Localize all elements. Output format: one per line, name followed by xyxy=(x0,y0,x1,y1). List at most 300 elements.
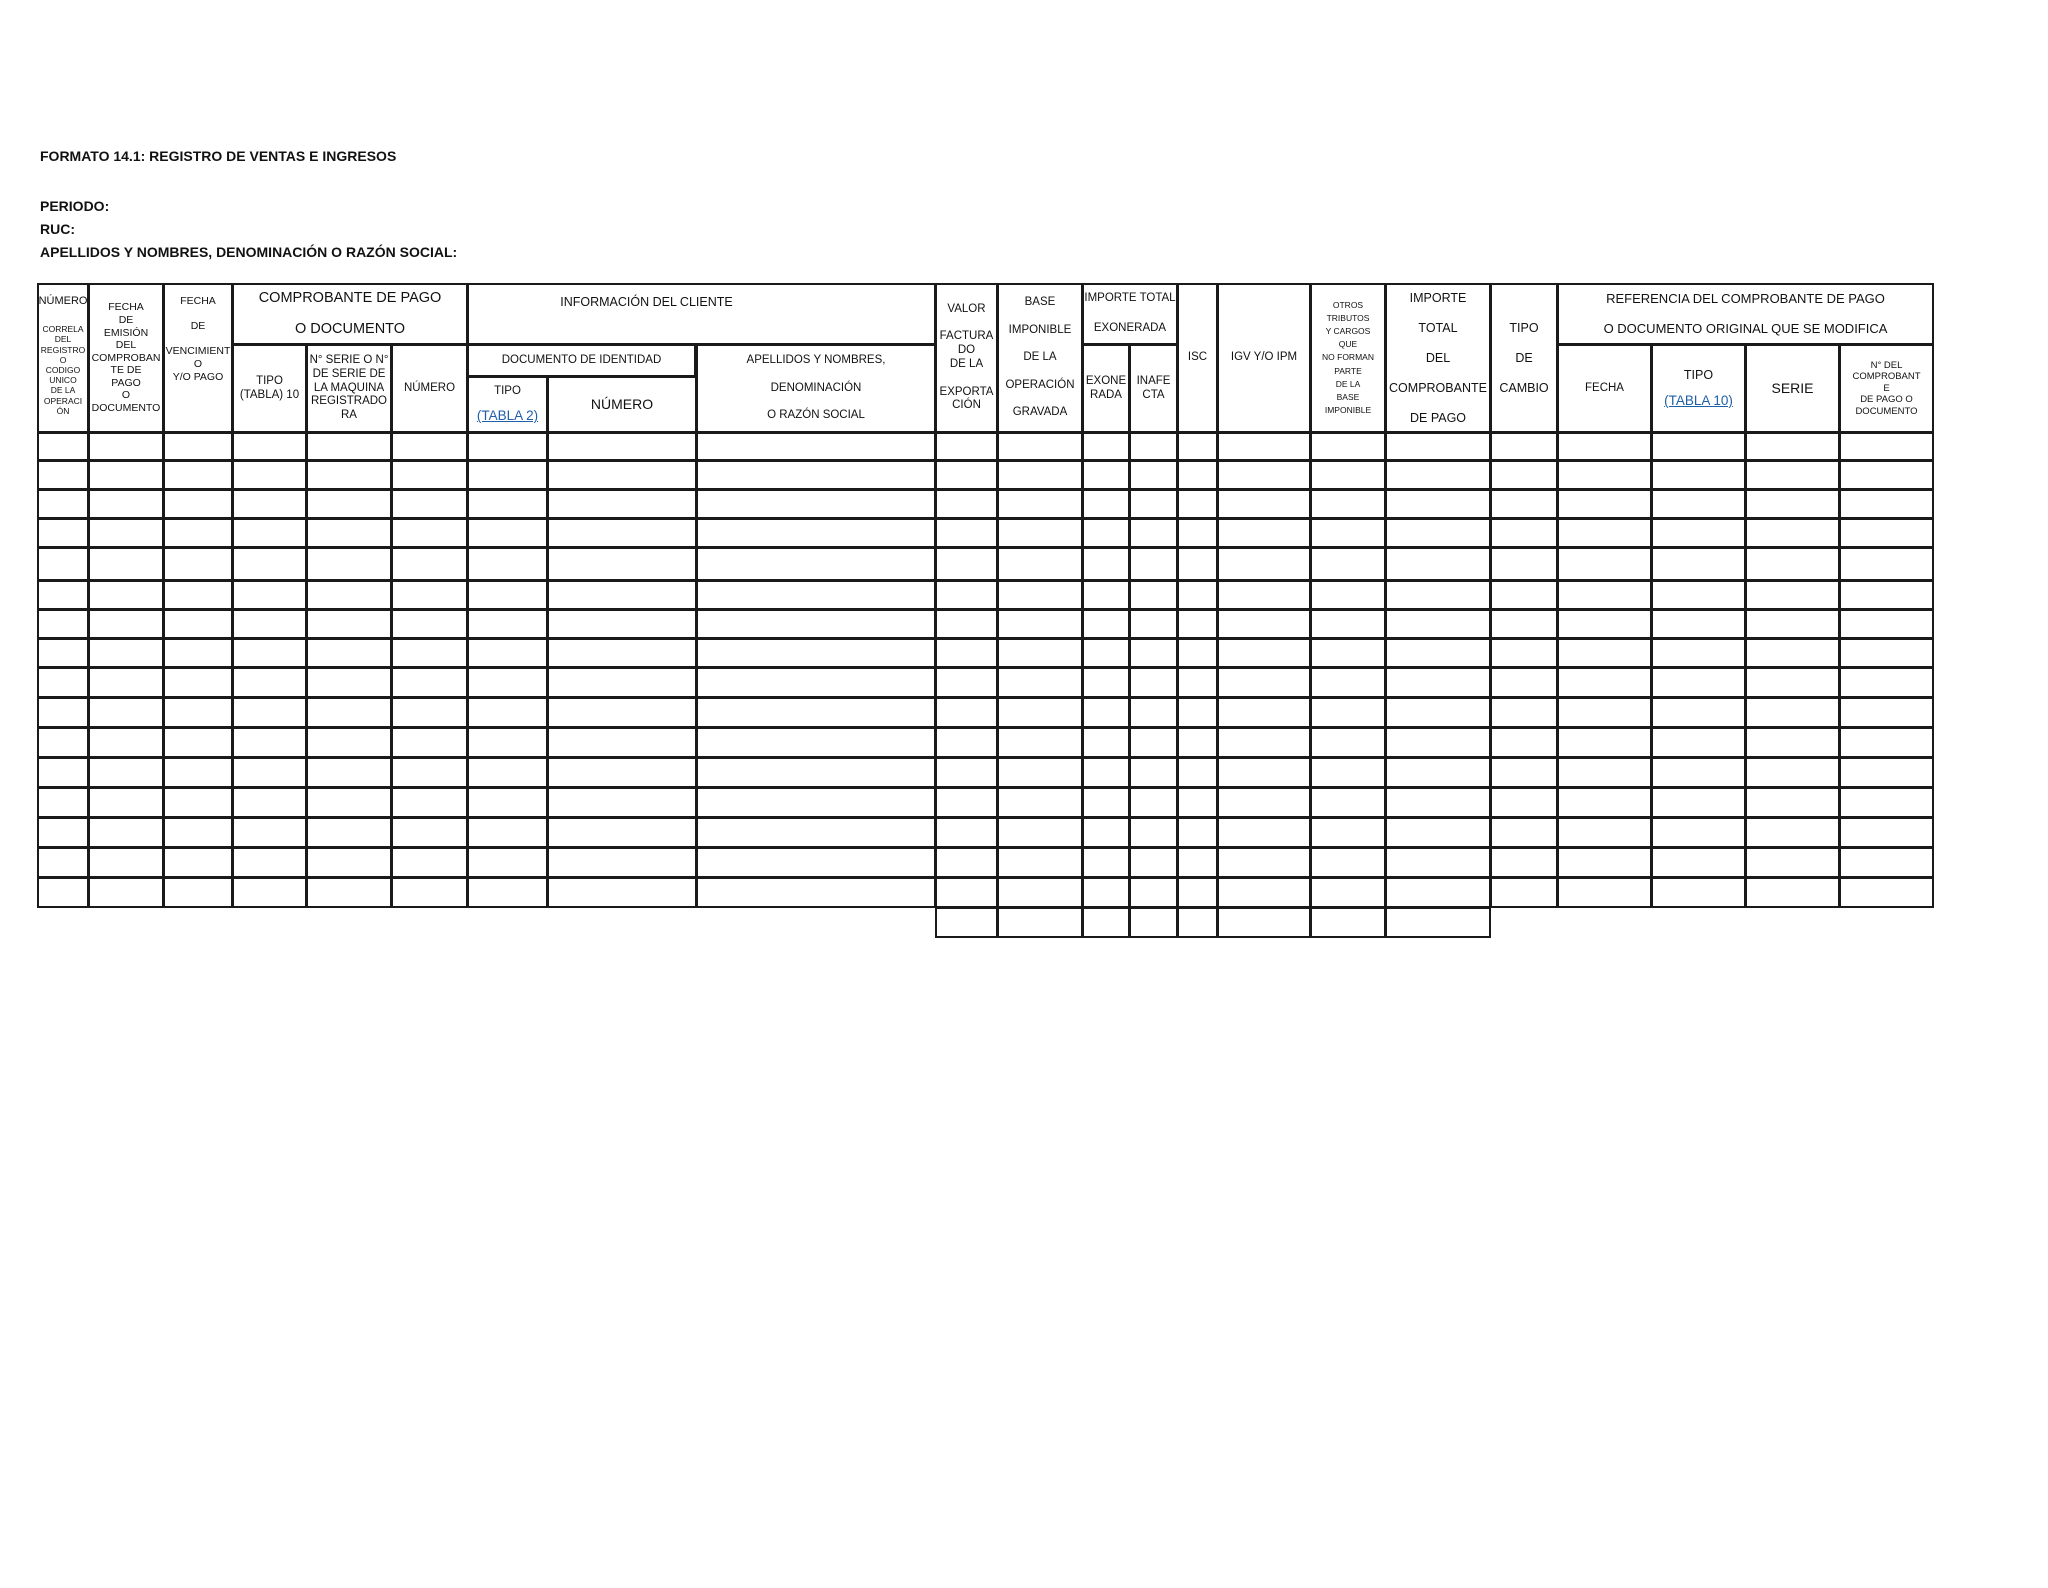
table-cell[interactable] xyxy=(391,877,468,908)
table-cell[interactable] xyxy=(1490,609,1558,639)
table-cell[interactable] xyxy=(935,907,998,938)
table-cell[interactable] xyxy=(1557,580,1652,610)
table-cell[interactable] xyxy=(1177,518,1218,548)
table-cell[interactable] xyxy=(1129,609,1178,639)
table-cell[interactable] xyxy=(232,817,307,848)
table-cell[interactable] xyxy=(1651,877,1746,908)
table-cell[interactable] xyxy=(1745,817,1840,848)
table-cell[interactable] xyxy=(37,787,89,818)
table-cell[interactable] xyxy=(391,757,468,788)
table-cell[interactable] xyxy=(306,432,392,461)
table-cell[interactable] xyxy=(1129,580,1178,610)
table-cell[interactable] xyxy=(391,787,468,818)
table-cell[interactable] xyxy=(997,667,1083,698)
table-cell[interactable] xyxy=(1129,667,1178,698)
table-cell[interactable] xyxy=(1217,638,1311,668)
table-cell[interactable] xyxy=(391,727,468,758)
table-cell[interactable] xyxy=(391,697,468,728)
table-cell[interactable] xyxy=(1557,787,1652,818)
table-cell[interactable] xyxy=(1082,907,1130,938)
table-cell[interactable] xyxy=(1490,547,1558,581)
table-cell[interactable] xyxy=(37,580,89,610)
table-cell[interactable] xyxy=(696,518,936,548)
table-cell[interactable] xyxy=(1129,877,1178,908)
table-cell[interactable] xyxy=(1745,580,1840,610)
table-cell[interactable] xyxy=(1082,547,1130,581)
table-cell[interactable] xyxy=(88,609,164,639)
table-cell[interactable] xyxy=(37,460,89,490)
table-cell[interactable] xyxy=(306,757,392,788)
table-cell[interactable] xyxy=(997,697,1083,728)
table-cell[interactable] xyxy=(1385,787,1491,818)
table-cell[interactable] xyxy=(1217,460,1311,490)
table-cell[interactable] xyxy=(1557,847,1652,878)
table-cell[interactable] xyxy=(37,667,89,698)
table-cell[interactable] xyxy=(1217,757,1311,788)
table-cell[interactable] xyxy=(1177,787,1218,818)
table-cell[interactable] xyxy=(1490,697,1558,728)
table-cell[interactable] xyxy=(1082,757,1130,788)
table-cell[interactable] xyxy=(163,518,233,548)
table-cell[interactable] xyxy=(1557,757,1652,788)
table-cell[interactable] xyxy=(547,432,697,461)
table-cell[interactable] xyxy=(232,547,307,581)
table-cell[interactable] xyxy=(997,580,1083,610)
table-cell[interactable] xyxy=(1310,667,1386,698)
table-cell[interactable] xyxy=(696,757,936,788)
table-cell[interactable] xyxy=(163,667,233,698)
table-cell[interactable] xyxy=(1839,757,1934,788)
table-cell[interactable] xyxy=(1129,727,1178,758)
table-cell[interactable] xyxy=(467,847,548,878)
table-cell[interactable] xyxy=(547,697,697,728)
table-cell[interactable] xyxy=(1217,787,1311,818)
table-cell[interactable] xyxy=(935,667,998,698)
table-cell[interactable] xyxy=(997,609,1083,639)
table-cell[interactable] xyxy=(163,432,233,461)
table-cell[interactable] xyxy=(1082,787,1130,818)
table-cell[interactable] xyxy=(1177,460,1218,490)
table-cell[interactable] xyxy=(1385,907,1491,938)
table-cell[interactable] xyxy=(467,877,548,908)
table-cell[interactable] xyxy=(306,638,392,668)
table-cell[interactable] xyxy=(1745,787,1840,818)
table-cell[interactable] xyxy=(696,547,936,581)
table-cell[interactable] xyxy=(935,697,998,728)
table-cell[interactable] xyxy=(1557,638,1652,668)
table-cell[interactable] xyxy=(997,877,1083,908)
table-cell[interactable] xyxy=(37,518,89,548)
table-cell[interactable] xyxy=(1745,757,1840,788)
table-cell[interactable] xyxy=(37,489,89,519)
table-cell[interactable] xyxy=(88,547,164,581)
table-cell[interactable] xyxy=(1745,609,1840,639)
table-cell[interactable] xyxy=(391,580,468,610)
table-cell[interactable] xyxy=(37,877,89,908)
table-cell[interactable] xyxy=(1745,667,1840,698)
table-cell[interactable] xyxy=(997,638,1083,668)
table-cell[interactable] xyxy=(467,638,548,668)
table-cell[interactable] xyxy=(1839,638,1934,668)
table-cell[interactable] xyxy=(163,817,233,848)
table-cell[interactable] xyxy=(232,432,307,461)
table-cell[interactable] xyxy=(1745,727,1840,758)
table-cell[interactable] xyxy=(163,489,233,519)
table-cell[interactable] xyxy=(1082,727,1130,758)
table-cell[interactable] xyxy=(1651,432,1746,461)
table-cell[interactable] xyxy=(1082,489,1130,519)
table-cell[interactable] xyxy=(1129,432,1178,461)
table-cell[interactable] xyxy=(1839,697,1934,728)
table-cell[interactable] xyxy=(232,667,307,698)
table-cell[interactable] xyxy=(1310,518,1386,548)
table-cell[interactable] xyxy=(1745,460,1840,490)
table-cell[interactable] xyxy=(232,847,307,878)
table-cell[interactable] xyxy=(1385,518,1491,548)
table-cell[interactable] xyxy=(1217,907,1311,938)
table-cell[interactable] xyxy=(935,580,998,610)
table-cell[interactable] xyxy=(1651,817,1746,848)
table-cell[interactable] xyxy=(1490,489,1558,519)
table-cell[interactable] xyxy=(1490,432,1558,461)
table-cell[interactable] xyxy=(232,638,307,668)
table-cell[interactable] xyxy=(1385,609,1491,639)
table-cell[interactable] xyxy=(1177,489,1218,519)
table-cell[interactable] xyxy=(1839,460,1934,490)
table-cell[interactable] xyxy=(232,518,307,548)
table-cell[interactable] xyxy=(467,609,548,639)
table-cell[interactable] xyxy=(696,460,936,490)
table-cell[interactable] xyxy=(88,817,164,848)
table-cell[interactable] xyxy=(467,580,548,610)
table-cell[interactable] xyxy=(467,667,548,698)
table-cell[interactable] xyxy=(696,609,936,639)
table-cell[interactable] xyxy=(1490,667,1558,698)
table-cell[interactable] xyxy=(1082,609,1130,639)
table-cell[interactable] xyxy=(696,787,936,818)
table-cell[interactable] xyxy=(1082,847,1130,878)
table-cell[interactable] xyxy=(467,518,548,548)
table-cell[interactable] xyxy=(1385,757,1491,788)
table-cell[interactable] xyxy=(1745,697,1840,728)
table-cell[interactable] xyxy=(1385,638,1491,668)
table-cell[interactable] xyxy=(163,757,233,788)
table-cell[interactable] xyxy=(1310,817,1386,848)
table-cell[interactable] xyxy=(467,547,548,581)
table-cell[interactable] xyxy=(1310,432,1386,461)
table-cell[interactable] xyxy=(37,638,89,668)
table-cell[interactable] xyxy=(37,817,89,848)
table-cell[interactable] xyxy=(163,609,233,639)
table-cell[interactable] xyxy=(696,727,936,758)
table-cell[interactable] xyxy=(997,757,1083,788)
table-cell[interactable] xyxy=(88,787,164,818)
table-cell[interactable] xyxy=(547,638,697,668)
table-cell[interactable] xyxy=(467,787,548,818)
table-cell[interactable] xyxy=(1651,697,1746,728)
table-cell[interactable] xyxy=(1310,547,1386,581)
table-cell[interactable] xyxy=(88,580,164,610)
table-cell[interactable] xyxy=(997,547,1083,581)
table-cell[interactable] xyxy=(1217,667,1311,698)
table-cell[interactable] xyxy=(547,817,697,848)
table-cell[interactable] xyxy=(696,817,936,848)
table-cell[interactable] xyxy=(88,667,164,698)
table-cell[interactable] xyxy=(391,432,468,461)
table-cell[interactable] xyxy=(1177,547,1218,581)
table-cell[interactable] xyxy=(935,547,998,581)
table-cell[interactable] xyxy=(88,757,164,788)
table-cell[interactable] xyxy=(306,817,392,848)
table-cell[interactable] xyxy=(1385,727,1491,758)
table-cell[interactable] xyxy=(391,547,468,581)
table-cell[interactable] xyxy=(1651,727,1746,758)
table-cell[interactable] xyxy=(997,907,1083,938)
table-cell[interactable] xyxy=(1310,489,1386,519)
table-cell[interactable] xyxy=(467,817,548,848)
table-cell[interactable] xyxy=(1129,489,1178,519)
table-cell[interactable] xyxy=(88,518,164,548)
table-cell[interactable] xyxy=(997,518,1083,548)
table-cell[interactable] xyxy=(1310,460,1386,490)
table-cell[interactable] xyxy=(1651,580,1746,610)
table-cell[interactable] xyxy=(997,489,1083,519)
table-cell[interactable] xyxy=(1385,580,1491,610)
table-cell[interactable] xyxy=(37,547,89,581)
table-cell[interactable] xyxy=(1490,877,1558,908)
table-cell[interactable] xyxy=(1082,518,1130,548)
table-cell[interactable] xyxy=(935,460,998,490)
table-cell[interactable] xyxy=(391,817,468,848)
table-cell[interactable] xyxy=(1745,547,1840,581)
table-cell[interactable] xyxy=(1385,847,1491,878)
table-cell[interactable] xyxy=(1557,697,1652,728)
table-cell[interactable] xyxy=(1839,817,1934,848)
table-cell[interactable] xyxy=(696,489,936,519)
table-cell[interactable] xyxy=(1557,727,1652,758)
table-cell[interactable] xyxy=(232,757,307,788)
table-cell[interactable] xyxy=(547,580,697,610)
table-cell[interactable] xyxy=(1490,787,1558,818)
table-cell[interactable] xyxy=(1839,489,1934,519)
table-cell[interactable] xyxy=(1651,547,1746,581)
table-cell[interactable] xyxy=(1129,757,1178,788)
table-cell[interactable] xyxy=(306,847,392,878)
table-cell[interactable] xyxy=(1745,638,1840,668)
table-cell[interactable] xyxy=(306,609,392,639)
table-cell[interactable] xyxy=(1082,638,1130,668)
table-cell[interactable] xyxy=(163,787,233,818)
table-cell[interactable] xyxy=(547,877,697,908)
table-cell[interactable] xyxy=(1129,638,1178,668)
table-cell[interactable] xyxy=(1385,877,1491,908)
table-cell[interactable] xyxy=(1385,817,1491,848)
table-cell[interactable] xyxy=(1557,609,1652,639)
table-cell[interactable] xyxy=(1177,667,1218,698)
table-cell[interactable] xyxy=(997,847,1083,878)
table-cell[interactable] xyxy=(88,877,164,908)
table-cell[interactable] xyxy=(696,877,936,908)
table-cell[interactable] xyxy=(1310,847,1386,878)
table-cell[interactable] xyxy=(547,847,697,878)
table-cell[interactable] xyxy=(1839,847,1934,878)
table-cell[interactable] xyxy=(232,489,307,519)
table-cell[interactable] xyxy=(1217,518,1311,548)
table-cell[interactable] xyxy=(1745,847,1840,878)
table-cell[interactable] xyxy=(88,460,164,490)
table-cell[interactable] xyxy=(1217,580,1311,610)
table-cell[interactable] xyxy=(1217,697,1311,728)
table-cell[interactable] xyxy=(37,432,89,461)
table-cell[interactable] xyxy=(1310,697,1386,728)
table-cell[interactable] xyxy=(1651,847,1746,878)
table-cell[interactable] xyxy=(1557,877,1652,908)
table-cell[interactable] xyxy=(1490,817,1558,848)
table-cell[interactable] xyxy=(1745,489,1840,519)
table-cell[interactable] xyxy=(696,580,936,610)
table-cell[interactable] xyxy=(935,787,998,818)
table-cell[interactable] xyxy=(391,489,468,519)
table-cell[interactable] xyxy=(163,460,233,490)
table-cell[interactable] xyxy=(935,877,998,908)
table-cell[interactable] xyxy=(37,609,89,639)
table-cell[interactable] xyxy=(1310,757,1386,788)
table-cell[interactable] xyxy=(547,757,697,788)
table-cell[interactable] xyxy=(1745,877,1840,908)
table-cell[interactable] xyxy=(1129,460,1178,490)
tabla-10-link[interactable]: (TABLA 10) xyxy=(1664,392,1733,408)
table-cell[interactable] xyxy=(1217,847,1311,878)
table-cell[interactable] xyxy=(88,847,164,878)
table-cell[interactable] xyxy=(88,489,164,519)
table-cell[interactable] xyxy=(1082,432,1130,461)
table-cell[interactable] xyxy=(306,727,392,758)
table-cell[interactable] xyxy=(696,847,936,878)
table-cell[interactable] xyxy=(1385,697,1491,728)
table-cell[interactable] xyxy=(1651,757,1746,788)
table-cell[interactable] xyxy=(163,638,233,668)
table-cell[interactable] xyxy=(1557,432,1652,461)
table-cell[interactable] xyxy=(1651,667,1746,698)
table-cell[interactable] xyxy=(37,727,89,758)
table-cell[interactable] xyxy=(547,609,697,639)
table-cell[interactable] xyxy=(547,460,697,490)
table-cell[interactable] xyxy=(88,432,164,461)
table-cell[interactable] xyxy=(391,609,468,639)
table-cell[interactable] xyxy=(1839,432,1934,461)
table-cell[interactable] xyxy=(1490,727,1558,758)
table-cell[interactable] xyxy=(935,757,998,788)
table-cell[interactable] xyxy=(1839,667,1934,698)
table-cell[interactable] xyxy=(1651,638,1746,668)
table-cell[interactable] xyxy=(1177,697,1218,728)
table-cell[interactable] xyxy=(1217,877,1311,908)
table-cell[interactable] xyxy=(306,697,392,728)
table-cell[interactable] xyxy=(935,432,998,461)
table-cell[interactable] xyxy=(1310,580,1386,610)
table-cell[interactable] xyxy=(88,638,164,668)
table-cell[interactable] xyxy=(935,817,998,848)
table-cell[interactable] xyxy=(1217,489,1311,519)
table-cell[interactable] xyxy=(1310,907,1386,938)
table-cell[interactable] xyxy=(1177,609,1218,639)
table-cell[interactable] xyxy=(696,432,936,461)
table-cell[interactable] xyxy=(37,847,89,878)
table-cell[interactable] xyxy=(1490,580,1558,610)
table-cell[interactable] xyxy=(935,847,998,878)
table-cell[interactable] xyxy=(935,609,998,639)
table-cell[interactable] xyxy=(1310,727,1386,758)
table-cell[interactable] xyxy=(1217,432,1311,461)
table-cell[interactable] xyxy=(1082,877,1130,908)
table-cell[interactable] xyxy=(306,518,392,548)
table-cell[interactable] xyxy=(306,489,392,519)
table-cell[interactable] xyxy=(1217,817,1311,848)
table-cell[interactable] xyxy=(1310,638,1386,668)
table-cell[interactable] xyxy=(1839,547,1934,581)
table-cell[interactable] xyxy=(391,638,468,668)
table-cell[interactable] xyxy=(232,877,307,908)
table-cell[interactable] xyxy=(1177,757,1218,788)
table-cell[interactable] xyxy=(306,667,392,698)
table-cell[interactable] xyxy=(1129,518,1178,548)
table-cell[interactable] xyxy=(163,697,233,728)
table-cell[interactable] xyxy=(391,518,468,548)
table-cell[interactable] xyxy=(1310,609,1386,639)
table-cell[interactable] xyxy=(467,432,548,461)
table-cell[interactable] xyxy=(547,489,697,519)
table-cell[interactable] xyxy=(547,787,697,818)
table-cell[interactable] xyxy=(1839,877,1934,908)
table-cell[interactable] xyxy=(1385,667,1491,698)
table-cell[interactable] xyxy=(1385,460,1491,490)
table-cell[interactable] xyxy=(1082,580,1130,610)
table-cell[interactable] xyxy=(391,847,468,878)
table-cell[interactable] xyxy=(1490,518,1558,548)
table-cell[interactable] xyxy=(163,580,233,610)
table-cell[interactable] xyxy=(306,877,392,908)
table-cell[interactable] xyxy=(1310,877,1386,908)
table-cell[interactable] xyxy=(1129,907,1178,938)
table-cell[interactable] xyxy=(1129,787,1178,818)
table-cell[interactable] xyxy=(1177,877,1218,908)
table-cell[interactable] xyxy=(1839,609,1934,639)
table-cell[interactable] xyxy=(1557,518,1652,548)
table-cell[interactable] xyxy=(1557,547,1652,581)
table-cell[interactable] xyxy=(1129,817,1178,848)
table-cell[interactable] xyxy=(1557,489,1652,519)
table-cell[interactable] xyxy=(997,460,1083,490)
table-cell[interactable] xyxy=(547,518,697,548)
table-cell[interactable] xyxy=(1217,547,1311,581)
table-cell[interactable] xyxy=(391,460,468,490)
table-cell[interactable] xyxy=(1557,460,1652,490)
table-cell[interactable] xyxy=(1651,787,1746,818)
table-cell[interactable] xyxy=(997,432,1083,461)
table-cell[interactable] xyxy=(306,580,392,610)
table-cell[interactable] xyxy=(1651,518,1746,548)
table-cell[interactable] xyxy=(1385,547,1491,581)
table-cell[interactable] xyxy=(306,460,392,490)
table-cell[interactable] xyxy=(997,787,1083,818)
table-cell[interactable] xyxy=(467,697,548,728)
table-cell[interactable] xyxy=(232,727,307,758)
table-cell[interactable] xyxy=(1385,432,1491,461)
table-cell[interactable] xyxy=(1177,727,1218,758)
table-cell[interactable] xyxy=(232,697,307,728)
table-cell[interactable] xyxy=(163,877,233,908)
table-cell[interactable] xyxy=(88,727,164,758)
